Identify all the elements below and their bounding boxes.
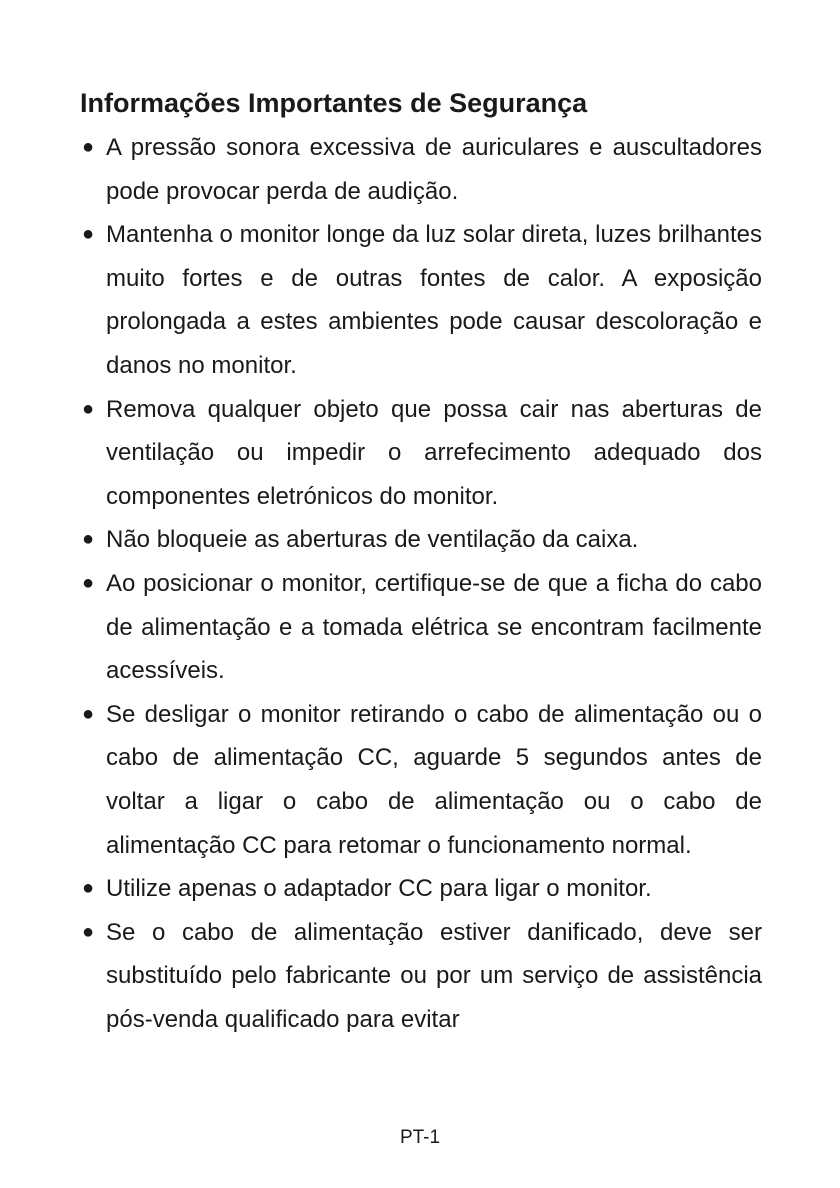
list-item-text: Se o cabo de alimentação estiver danificado, deve ser substituído pelo fabricante ou por um serviço de assistência pós-venda qualificado para evitar: [106, 918, 762, 1033]
bullet-icon: ●: [82, 528, 95, 551]
list-item-text: Se desligar o monitor retirando o cabo de alimentação ou o cabo de alimentação CC, aguarde 5 segundos antes de voltar a ligar o cabo de alimentação ou o cabo de alimentação CC para retomar o funcionamento normal.: [106, 700, 762, 859]
list-item: [80, 388, 762, 519]
bullet-icon: ●: [82, 571, 95, 594]
list-item: [80, 562, 762, 693]
page-title: Informações Importantes de Segurança: [80, 88, 588, 118]
bullet-icon: ●: [82, 223, 95, 246]
list-item-text: Remova qualquer objeto que possa cair nas aberturas de ventilação ou impedir o arrefecimento adequado dos componentes eletrónicos do monitor.: [106, 395, 762, 510]
bullet-icon: ●: [82, 877, 95, 900]
bullet-icon: ●: [82, 136, 95, 158]
list-item: [80, 911, 762, 1042]
bullet-icon: ●: [82, 920, 95, 943]
page-number: PT-1: [399, 1127, 441, 1148]
bullet-icon: ●: [82, 397, 95, 420]
bullet-icon: ●: [82, 702, 95, 725]
list-item-text: Mantenha o monitor longe da luz solar direta, luzes brilhantes muito fortes e de outras fontes de calor. A exposição prolongada a estes ambientes pode causar descoloração e danos no monitor.: [106, 221, 762, 379]
list-item: [80, 693, 762, 867]
list-item: [80, 518, 762, 562]
list-item: [80, 867, 762, 911]
safety-list: [80, 126, 762, 1041]
list-item-text: Não bloqueie as aberturas de ventilação da caixa.: [106, 526, 639, 554]
list-item-text: A pressão sonora excessiva de auriculares e auscultadores pode provocar perda de audição.: [106, 134, 762, 205]
list-item-text: Utilize apenas o adaptador CC para ligar o monitor.: [106, 875, 652, 903]
document-page: [80, 84, 762, 1041]
list-item-text: Ao posicionar o monitor, certifique-se de que a ficha do cabo de alimentação e a tomada elétrica se encontram facilmente acessíveis.: [106, 569, 762, 685]
list-item: [80, 213, 762, 387]
list-item: [80, 126, 762, 213]
